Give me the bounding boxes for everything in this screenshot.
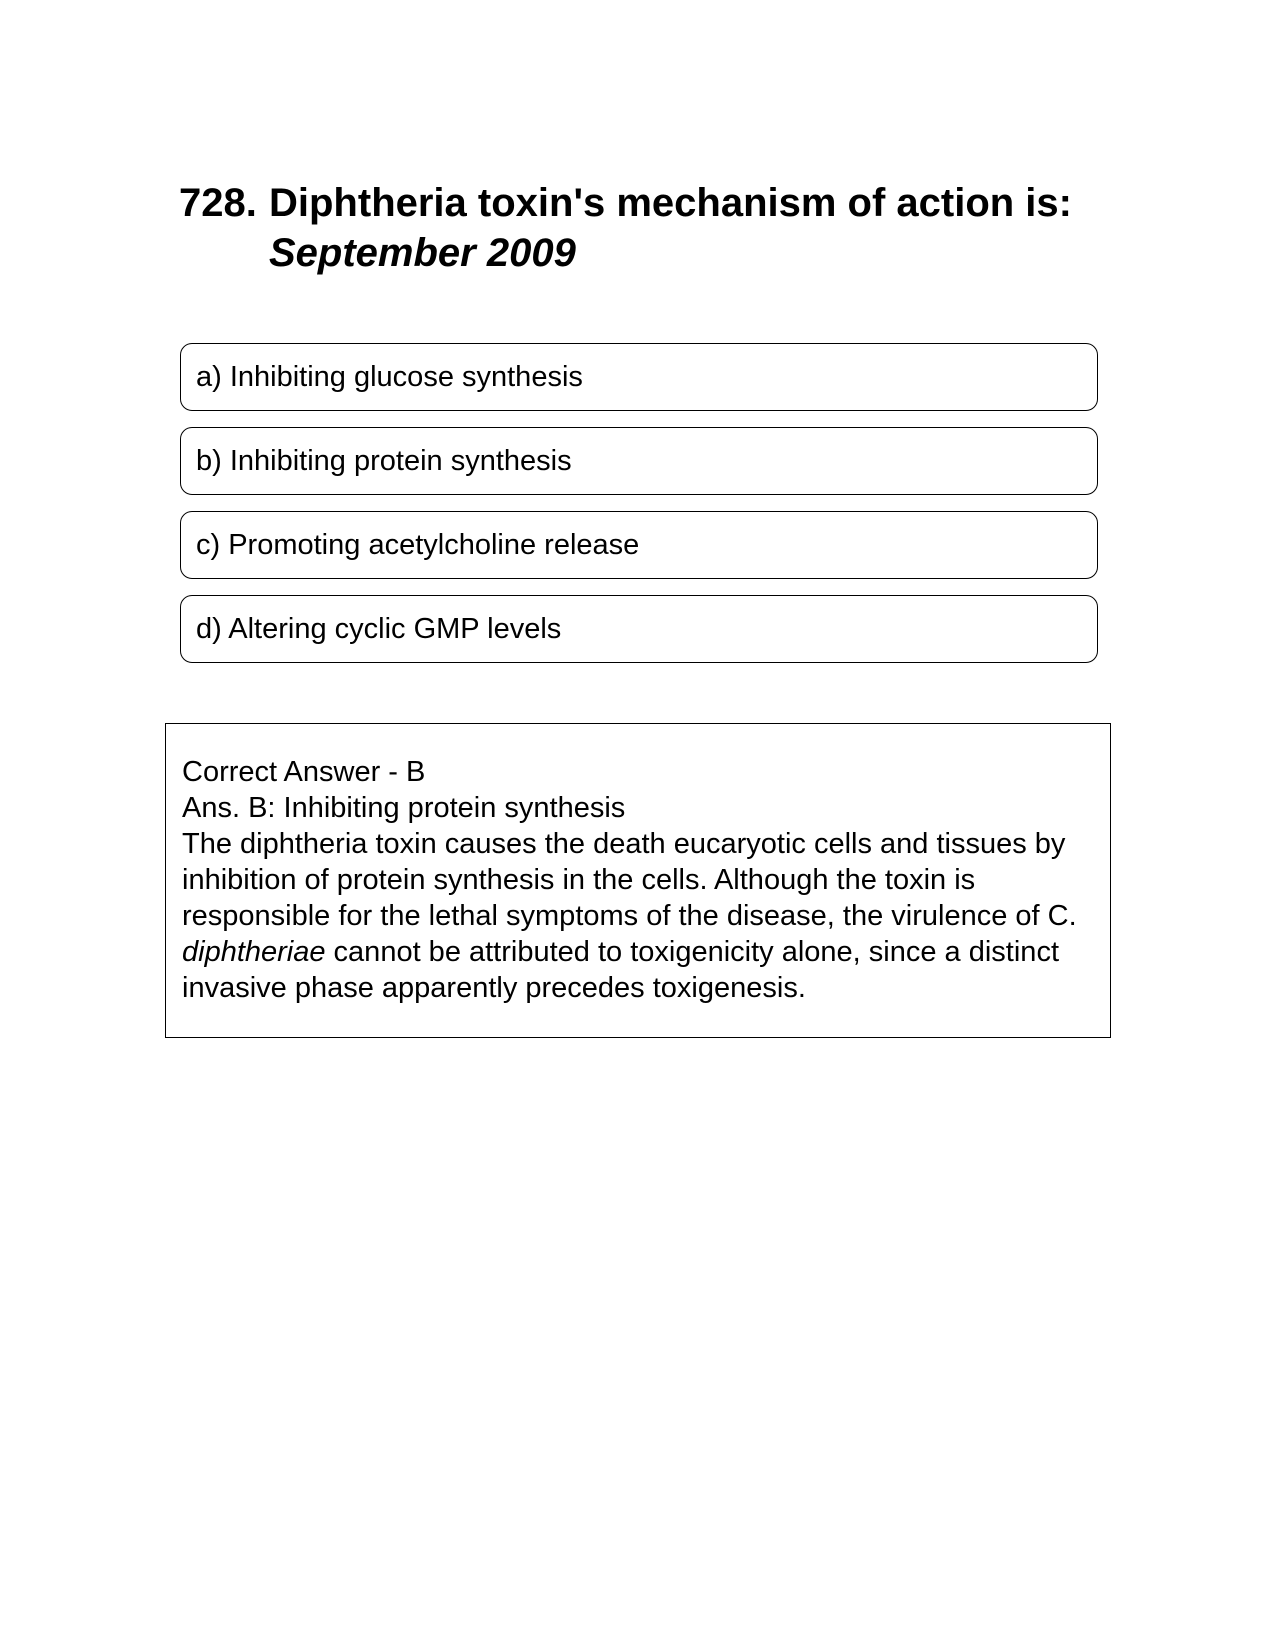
question-text-block <box>269 178 1099 278</box>
answer-summary: Ans. B: Inhibiting protein synthesis <box>182 792 626 824</box>
explanation-italic: diphtheriae <box>182 936 326 968</box>
answer-explanation-box <box>165 723 1111 1038</box>
option-a[interactable]: a) Inhibiting glucose synthesis <box>180 343 1098 411</box>
option-b[interactable]: b) Inhibiting protein synthesis <box>180 427 1098 495</box>
explanation-part1: The diphtheria toxin causes the death eucaryotic cells and tissues by inhibition of protein synthesis in the cells. Although the toxin is responsible for the lethal symptoms of the disease, the virulence of C. <box>182 828 1077 932</box>
question-date: September 2009 <box>269 231 576 275</box>
answer-explanation <box>182 826 1094 1006</box>
explanation-part2: cannot be attributed to toxigenicity alone, since a distinct invasive phase apparently precedes toxigenesis. <box>182 936 1059 1004</box>
question-header <box>179 178 1099 278</box>
option-c[interactable]: c) Promoting acetylcholine release <box>180 511 1098 579</box>
correct-answer: Correct Answer - B <box>182 756 426 788</box>
question-number: 728. <box>179 181 257 225</box>
question-text: Diphtheria toxin's mechanism of action is: <box>269 181 1072 225</box>
answer-options <box>180 343 1098 679</box>
option-d[interactable]: d) Altering cyclic GMP levels <box>180 595 1098 663</box>
